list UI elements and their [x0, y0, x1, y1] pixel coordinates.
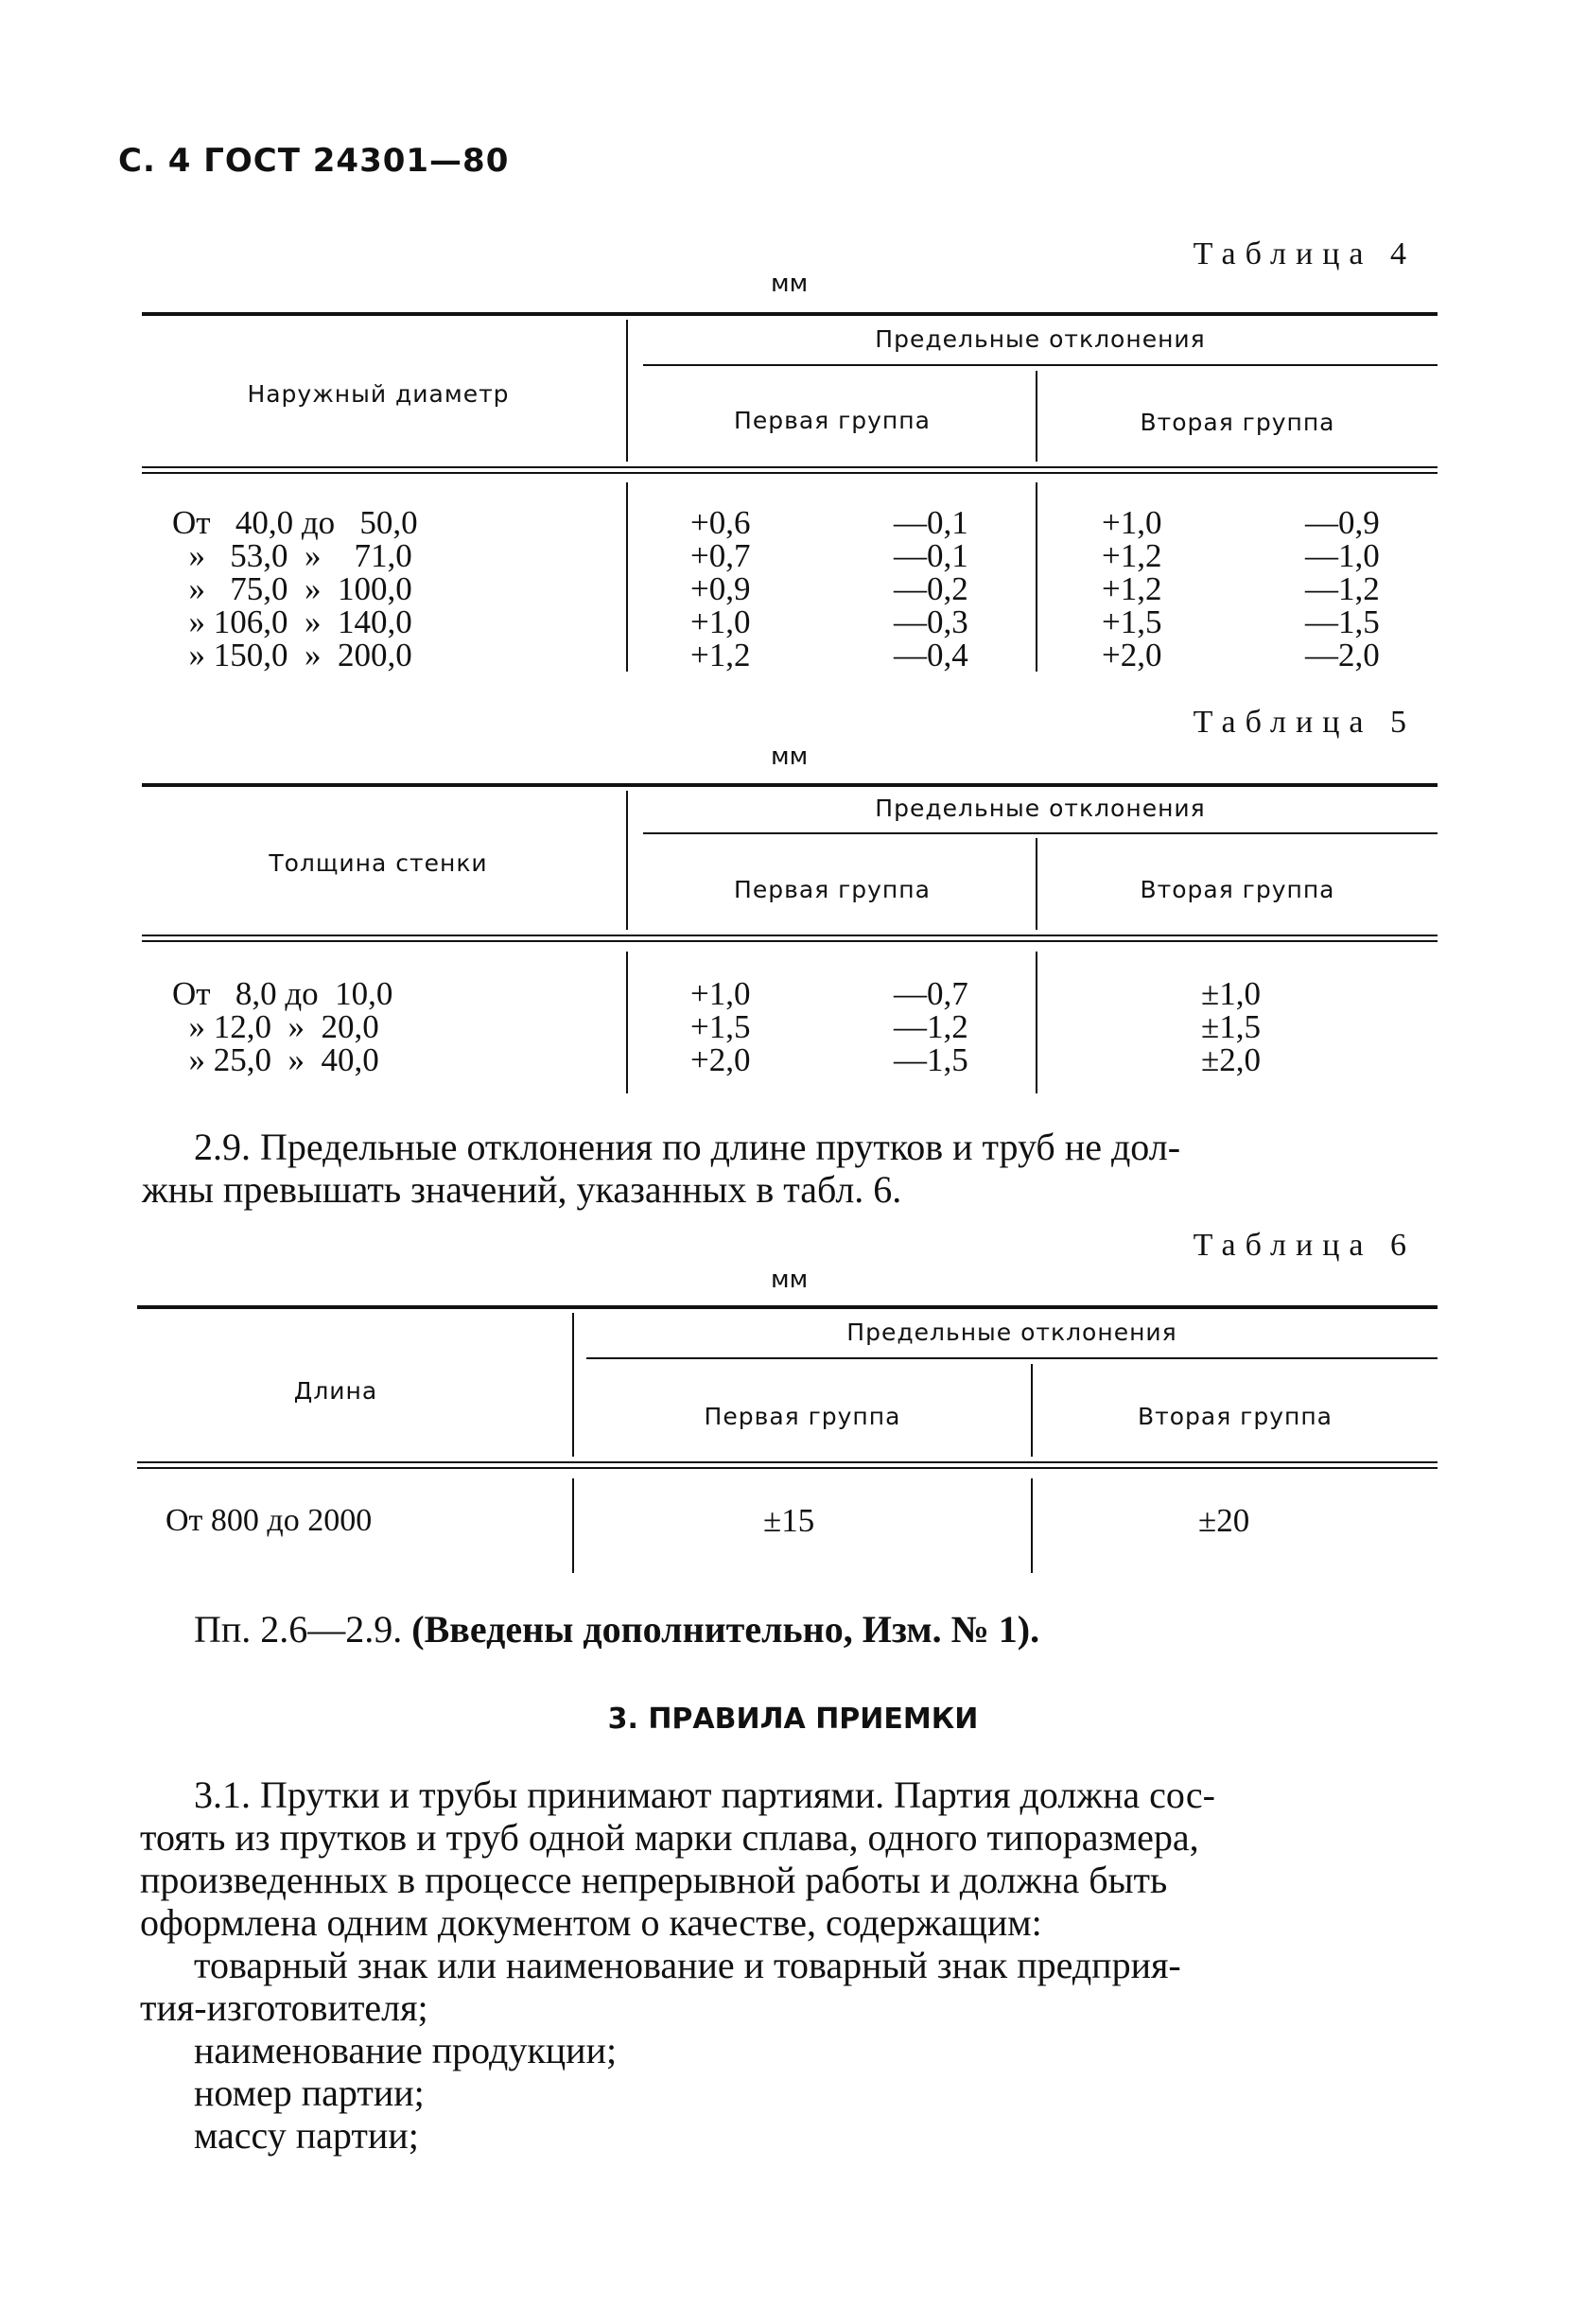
table-4-row-4-g1-plus: +1,0 — [690, 603, 751, 640]
table-4-row-1-g1-plus: +0,6 — [690, 504, 751, 541]
table-4-header-rule-2 — [142, 472, 1438, 474]
table-6-group1-header: Первая группа — [704, 1403, 901, 1430]
section-3-title: 3. ПРАВИЛА ПРИЕМКИ — [607, 1703, 979, 1736]
para-2-9-line-1: 2.9. Предельные отклонения по длине прутков и труб не дол- — [194, 1126, 1181, 1168]
table-4-vline-1-body — [626, 482, 628, 672]
table-5-span-header: Предельные отклонения — [875, 795, 1206, 822]
table-5-group1-header: Первая группа — [734, 876, 931, 903]
table-6 — [137, 1305, 1438, 1575]
para-2-9-line-2: жны превышать значений, указанных в табл. 6. — [142, 1168, 902, 1211]
table-5-vline-2-body — [1036, 952, 1037, 1093]
table-6-row-1-range: От 800 до 2000 — [166, 1503, 373, 1538]
table-5-vline-1 — [626, 791, 628, 930]
table-4-caption: Таблица 4 — [1193, 236, 1416, 271]
para-3-1-line-2: тоять из прутков и труб одной марки сплава, одного типоразмера, — [140, 1816, 1199, 1859]
table-5-row-1-g2: ±1,0 — [1201, 975, 1261, 1012]
table-4-row-5-g2-plus: +2,0 — [1102, 637, 1162, 673]
table-4-row-3-g2-minus: —1,2 — [1305, 570, 1380, 607]
list-item-trademark-line-2: тия-изготовителя; — [140, 1986, 428, 2029]
table-4-row-2-g2-plus: +1,2 — [1102, 537, 1162, 574]
list-item-trademark-line-1: товарный знак или наименование и товарный знак предприя- — [194, 1944, 1181, 1986]
para-3-1-line-1: 3.1. Прутки и трубы принимают партиями. Партия должна сос- — [194, 1774, 1215, 1816]
table-6-vline-2-body — [1031, 1478, 1033, 1573]
table-6-row-1-g1: ±15 — [763, 1502, 815, 1539]
table-4-row-5-g1-plus: +1,2 — [690, 637, 751, 673]
table-5-vline-1-body — [626, 952, 628, 1093]
table-5-row-3-g2: ±2,0 — [1201, 1041, 1261, 1078]
table-4-row-4-g2-plus: +1,5 — [1102, 603, 1162, 640]
table-4-row-2-g2-minus: —1,0 — [1305, 537, 1380, 574]
table-4-row-2-range: » 53,0 » 71,0 — [172, 537, 412, 574]
table-6-span-header: Предельные отклонения — [846, 1319, 1177, 1346]
table-4-row-4-g1-minus: —0,3 — [894, 603, 968, 640]
list-item-batch-number: номер партии; — [194, 2071, 425, 2114]
table-4-row-4-g2-minus: —1,5 — [1305, 603, 1380, 640]
table-4-row-1-g2-plus: +1,0 — [1102, 504, 1162, 541]
table-4-row-1-g1-minus: —0,1 — [894, 504, 968, 541]
table-6-unit: мм — [771, 1266, 809, 1294]
table-4-row-1-g2-minus: —0,9 — [1305, 504, 1380, 541]
table-5-row-2-g1-minus: —1,2 — [894, 1008, 968, 1045]
table-4-vline-1 — [626, 320, 628, 462]
para-3-1-line-4: оформлена одним документом о качестве, содержащим: — [140, 1901, 1042, 1944]
table-6-col-header: Длина — [293, 1377, 378, 1405]
table-4-row-3-g1-minus: —0,2 — [894, 570, 968, 607]
table-4-row-2-g1-plus: +0,7 — [690, 537, 751, 574]
table-4-row-4-range: » 106,0 » 140,0 — [172, 603, 412, 640]
table-5-header-rule — [142, 935, 1438, 936]
table-5-caption: Таблица 5 — [1193, 705, 1416, 740]
table-6-top-rule — [137, 1305, 1438, 1309]
table-5-unit: мм — [771, 743, 809, 771]
table-5 — [142, 783, 1438, 1095]
table-6-header-rule — [137, 1461, 1438, 1463]
table-6-vline-1-body — [572, 1478, 574, 1573]
table-4-group2-header: Вторая группа — [1140, 409, 1335, 436]
table-4-row-3-g1-plus: +0,9 — [690, 570, 751, 607]
list-item-product: наименование продукции; — [194, 2029, 618, 2071]
table-5-group2-header: Вторая группа — [1140, 876, 1335, 903]
amendment-note — [194, 1608, 1039, 1651]
table-5-row-3-g1-plus: +2,0 — [690, 1041, 751, 1078]
table-6-header-rule-2 — [137, 1467, 1438, 1469]
table-4-row-5-g1-minus: —0,4 — [894, 637, 968, 673]
table-4-row-1-range: От 40,0 до 50,0 — [172, 504, 418, 541]
table-5-row-1-g1-plus: +1,0 — [690, 975, 751, 1012]
table-5-row-1-g1-minus: —0,7 — [894, 975, 968, 1012]
table-5-row-2-range: » 12,0 » 20,0 — [172, 1008, 379, 1045]
list-item-batch-mass: массу партии; — [194, 2114, 419, 2157]
table-4-row-5-range: » 150,0 » 200,0 — [172, 637, 412, 673]
table-4-col-header: Наружный диаметр — [247, 380, 510, 408]
table-4-row-2-g1-minus: —0,1 — [894, 537, 968, 574]
page-header: С. 4 ГОСТ 24301—80 — [118, 142, 510, 180]
table-5-row-3-g1-minus: —1,5 — [894, 1041, 968, 1078]
table-5-top-rule — [142, 783, 1438, 787]
table-5-mid-rule — [643, 832, 1438, 834]
table-4-top-rule — [142, 312, 1438, 316]
table-4-header-rule — [142, 466, 1438, 468]
table-4-row-3-g2-plus: +1,2 — [1102, 570, 1162, 607]
table-5-row-2-g1-plus: +1,5 — [690, 1008, 751, 1045]
table-4-row-5-g2-minus: —2,0 — [1305, 637, 1380, 673]
table-5-row-1-range: От 8,0 до 10,0 — [172, 975, 393, 1012]
table-6-vline-1 — [572, 1313, 574, 1457]
amendment-note-bold: (Введены дополнительно, Изм. № 1). — [411, 1608, 1040, 1651]
table-5-row-2-g2: ±1,5 — [1201, 1008, 1261, 1045]
table-6-mid-rule — [586, 1357, 1438, 1359]
table-5-header-rule-2 — [142, 940, 1438, 942]
table-4-span-header: Предельные отклонения — [875, 325, 1206, 353]
table-6-group2-header: Вторая группа — [1138, 1403, 1333, 1430]
table-5-col-header: Толщина стенки — [269, 849, 488, 877]
table-6-row-1-g2: ±20 — [1198, 1502, 1250, 1539]
table-4-vline-2-body — [1036, 482, 1037, 672]
table-4-group1-header: Первая группа — [734, 407, 931, 434]
table-4-mid-rule — [643, 364, 1438, 366]
amendment-note-ref: Пп. 2.6—2.9. — [194, 1608, 412, 1651]
table-6-caption: Таблица 6 — [1193, 1228, 1416, 1263]
para-3-1-line-3: произведенных в процессе непрерывной работы и должна быть — [140, 1859, 1168, 1901]
table-4 — [142, 312, 1438, 672]
table-4-row-3-range: » 75,0 » 100,0 — [172, 570, 412, 607]
table-5-row-3-range: » 25,0 » 40,0 — [172, 1041, 379, 1078]
table-4-unit: мм — [771, 270, 809, 298]
